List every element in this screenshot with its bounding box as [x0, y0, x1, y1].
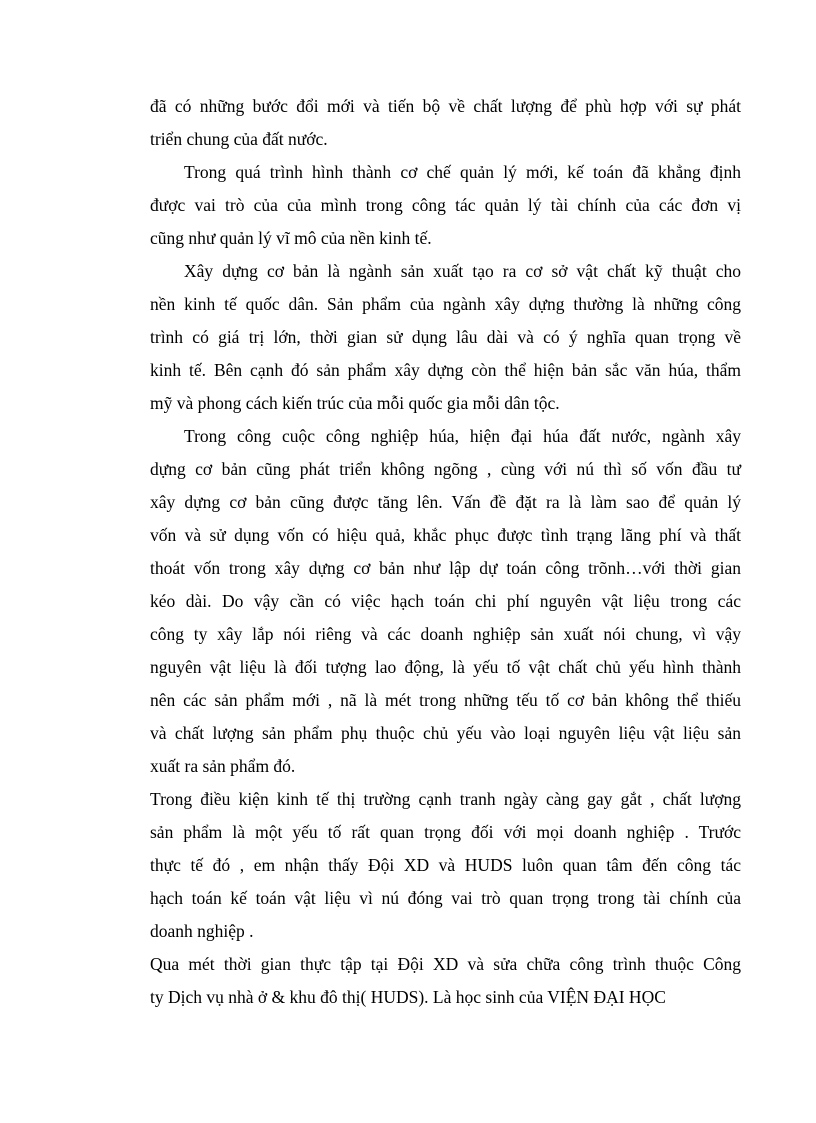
- text-line: đã có những bước đổi mới và tiến bộ về chất lượng để phù hợp với sự phát: [150, 96, 741, 116]
- paragraph-first-line: Xây dựng cơ bản là ngành sản xuất tạo ra cơ sở vật chất kỹ thuật cho: [184, 261, 741, 281]
- paragraph-first-line: Qua mét thời gian thực tập tại Đội XD và sửa chữa công trình thuộc Công: [150, 954, 741, 974]
- text-line: công ty xây lắp nói riêng và các doanh nghiệp sản xuất nói chung, vì vậy: [150, 624, 741, 644]
- text-line: được vai trò của của mình trong công tác quản lý tài chính của các đơn vị: [150, 195, 741, 215]
- text-line: nguyên vật liệu là đối tượng lao động, là yếu tố vật chất chủ yếu hình thành: [150, 657, 741, 677]
- text-line: thực tế đó , em nhận thấy Đội XD và HUDS luôn quan tâm đến công tác: [150, 855, 741, 875]
- text-line: vốn và sử dụng vốn có hiệu quả, khắc phục được tình trạng lãng phí và thất: [150, 525, 741, 545]
- text-line: thoát vốn trong xây dựng cơ bản như lập dự toán công trõnh…với thời gian: [150, 558, 741, 578]
- paragraph-first-line: Trong công cuộc công nghiệp húa, hiện đại húa đất nước, ngành xây: [184, 426, 741, 446]
- text-line: mỹ và phong cách kiến trúc của mỗi quốc gia mỗi dân tộc.: [150, 393, 560, 413]
- paragraph-first-line: Trong quá trình hình thành cơ chế quản lý mới, kế toán đã khẳng định: [184, 162, 741, 182]
- text-line: nền kinh tế quốc dân. Sản phẩm của ngành xây dựng thường là những công: [150, 294, 741, 314]
- text-line: và chất lượng sản phẩm phụ thuộc chủ yếu vào loại nguyên liệu vật liệu sản: [150, 723, 741, 743]
- paragraph-first-line: Trong điều kiện kinh tế thị trường cạnh tranh ngày càng gay gắt , chất lượng: [150, 789, 741, 809]
- document-page: [150, 90, 741, 1014]
- text-line: hạch toán kế toán vật liệu vì nú đóng vai trò quan trọng trong tài chính của: [150, 888, 741, 908]
- text-line: cũng như quản lý vĩ mô của nền kinh tế.: [150, 228, 432, 248]
- text-line: xây dựng cơ bản cũng được tăng lên. Vấn đề đặt ra là làm sao để quản lý: [150, 492, 741, 512]
- text-line: kéo dài. Do vậy cần có việc hạch toán chi phí nguyên vật liệu trong các: [150, 591, 741, 611]
- text-line: sản phẩm là một yếu tố rất quan trọng đối với mọi doanh nghiệp . Trước: [150, 822, 741, 842]
- text-line: kinh tế. Bên cạnh đó sản phẩm xây dựng còn thể hiện bản sắc văn húa, thẩm: [150, 360, 741, 380]
- text-line: doanh nghiệp .: [150, 921, 254, 941]
- text-line: nên các sản phẩm mới , nã là mét trong những tếu tố cơ bản không thể thiếu: [150, 690, 741, 710]
- text-line: triển chung của đất nước.: [150, 129, 328, 149]
- text-line: xuất ra sản phẩm đó.: [150, 756, 296, 776]
- text-line: dựng cơ bản cũng phát triển không ngõng , cùng với nú thì số vốn đầu tư: [150, 459, 741, 479]
- text-line: ty Dịch vụ nhà ở & khu đô thị( HUDS). Là học sinh của VIỆN ĐẠI HỌC: [150, 987, 666, 1007]
- text-line: trình có giá trị lớn, thời gian sử dụng lâu dài và có ý nghĩa quan trọng về: [150, 327, 741, 347]
